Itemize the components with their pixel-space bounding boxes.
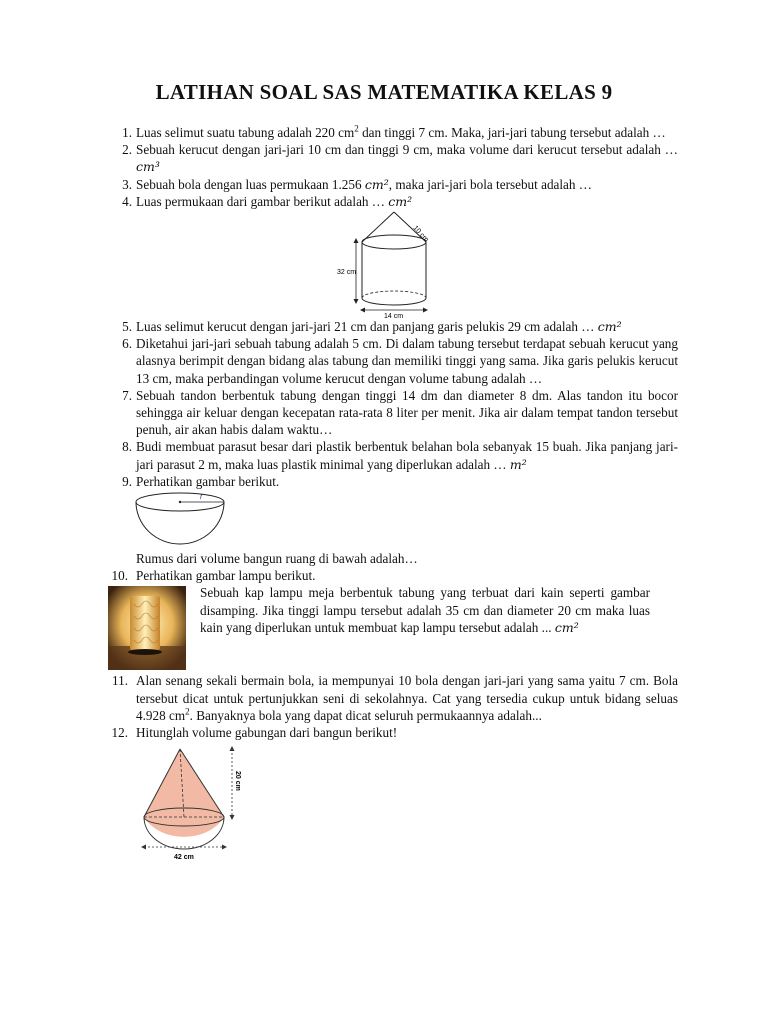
hemisphere-diagram (108, 490, 678, 550)
superscript: 2 (185, 706, 190, 717)
height-label: 20 cm (234, 771, 241, 792)
figure-hemisphere (108, 490, 678, 550)
question-10-description (200, 584, 650, 636)
question-10-body (108, 584, 678, 672)
question-text-cont: dan tinggi 7 cm. Maka, jari-jari tabung tersebut adalah … (358, 125, 666, 140)
cylinder-top (362, 235, 426, 249)
question-text: Diketahui jari-jari sebuah tabung adalah 5 cm. Di dalam tabung tersebut terdapat sebuah kerucut yang alasnya berimpit dengan bidang alas tabung dan memiliki tinggi yang sama. Jika garis pelukis kerucut 13 cm, maka perbandingan volume kerucut dengan volume tabung adalah … (136, 336, 678, 386)
question-number: 5. (122, 319, 132, 335)
question-number: 6. (122, 336, 132, 352)
unit: cm² (388, 193, 413, 209)
question-number: 10. (111, 568, 128, 584)
question-text: Perhatikan gambar berikut. (136, 473, 280, 489)
question-number: 11. (112, 673, 128, 689)
question-text: Alan senang sekali bermain bola, ia mempunyai 10 bola dengan jari-jari yang sama yaitu 7 cm. Bola tersebut dicat untuk pertunjukkan seni di sekolahnya. Cat yang tersedia cukup untuk bidang seluas 4.928 cm (136, 673, 678, 723)
question-7 (108, 387, 678, 439)
question-text: Hitunglah volume gabungan dari bangun berikut! (136, 725, 398, 741)
question-text: Perhatikan gambar lampu berikut. (136, 568, 316, 584)
unit: cm² (364, 176, 389, 192)
question-text: Luas selimut kerucut dengan jari-jari 21 cm dan panjang garis pelukis 29 cm adalah … (136, 319, 598, 335)
question-1 (108, 124, 678, 141)
unit: cm³ (136, 159, 160, 175)
cone-cylinder-diagram (108, 210, 678, 318)
lamp-base (128, 649, 162, 655)
question-2 (108, 141, 678, 175)
question-number: 3. (122, 176, 132, 192)
question-text: Luas selimut suatu tabung adalah 220 cm (136, 125, 355, 140)
cylinder-bottom-front (362, 298, 426, 305)
question-number: 2. (122, 142, 132, 158)
question-11 (108, 672, 678, 724)
width-label: 14 cm (384, 313, 404, 319)
superscript: 2 (354, 123, 359, 134)
unit: cm² (554, 619, 579, 635)
question-text: Budi membuat parasut besar dari plastik berbentuk belahan bola sebanyak 15 buah. Jika panjang jari-jari parasut 2 m, maka luas plastik minimal yang diperlukan adalah … (136, 439, 678, 472)
height-label: 32 cm (337, 269, 357, 277)
question-list (108, 124, 678, 865)
question-text: Luas permukaan dari gambar berikut adalah … (136, 193, 389, 209)
question-number: 4. (122, 193, 132, 209)
question-number: 9. (122, 473, 132, 489)
question-5 (108, 318, 678, 335)
question-4 (108, 193, 678, 210)
question-number: 8. (122, 439, 132, 455)
question-text-cont: . Banyaknya bola yang dapat dicat seluruh permukaannya adalah... (189, 707, 542, 723)
question-8 (108, 438, 678, 472)
question-text-cont: Rumus dari volume bangun ruang di bawah adalah… (136, 551, 418, 567)
question-text: Sebuah kap lampu meja berbentuk tabung yang terbuat dari kain seperti gambar disamping. Jika tinggi lampu tersebut adalah 35 cm dan diameter 20 cm maka luas kain yang diperlukan untuk membuat kap lampu tersebut adalah ... (200, 585, 650, 635)
figure-cone-cylinder (108, 210, 678, 318)
page-title: LATIHAN SOAL SAS MATEMATIKA KELAS 9 (155, 80, 613, 104)
question-number: 1. (122, 125, 132, 140)
width-label: 42 cm (174, 854, 194, 862)
question-text-cont: , maka jari-jari bola tersebut adalah … (388, 176, 592, 192)
question-9-prompt (108, 550, 678, 567)
question-12 (108, 724, 678, 741)
question-3 (108, 176, 678, 193)
figure-cone-hemisphere (108, 741, 678, 865)
question-number: 7. (122, 387, 132, 403)
radius-label: r (200, 492, 203, 502)
question-6 (108, 335, 678, 387)
question-10 (108, 567, 678, 584)
question-9 (108, 473, 678, 490)
cone-edge-left (362, 212, 394, 242)
question-text: Sebuah tandon berbentuk tabung dengan tinggi 14 dm dan diameter 8 dm. Alas tandon itu bocor sehingga air keluar dengan kecepatan rata-rata 8 liter per menit. Jika air dalam tempat tandon tersebut penuh, air akan habis dalam waktu… (136, 387, 678, 438)
cone-hemisphere-diagram (108, 741, 678, 865)
question-text: Sebuah bola dengan luas permukaan 1.256 (136, 176, 365, 192)
slant-label: 10 cm (411, 224, 430, 244)
lamp-image (108, 586, 186, 670)
question-number: 12. (111, 725, 128, 741)
unit: cm² (597, 319, 622, 335)
unit: m² (509, 456, 527, 472)
question-text: Sebuah kerucut dengan jari-jari 10 cm dan tinggi 9 cm, maka volume dari kerucut tersebut adalah … (136, 142, 678, 158)
cylinder-bottom-back (362, 291, 426, 298)
